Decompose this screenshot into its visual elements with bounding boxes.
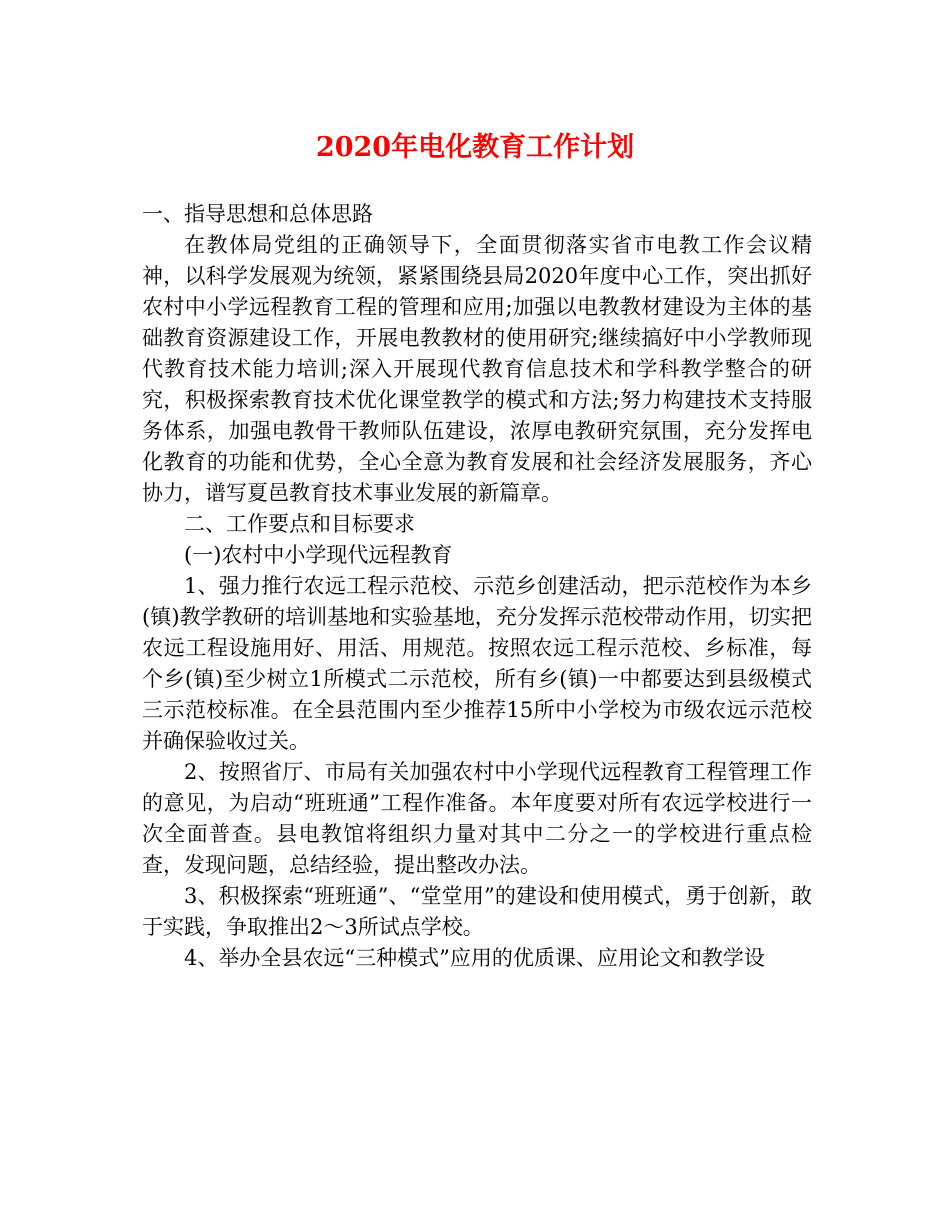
document-title: 2020年电化教育工作计划 — [315, 132, 635, 163]
subsection-heading-rural-remote-education: (一)农村中小学现代远程教育 — [184, 543, 453, 567]
section-heading-guiding-ideas: 一、指导思想和总体思路 — [142, 202, 373, 226]
paragraph-item-2: 2、按照省厅、市局有关加强农村中小学现代远程教育工程管理工作的意见，为启动“班班通”工程作准备。本年度要对所有农远学校进行一次全面普查。县电教馆将组织力量对其中二分之一的学校进行重点检查，发现问题，总结经验，提出整改办法。 — [142, 760, 812, 877]
document-body — [142, 199, 812, 974]
paragraph-item-3: 3、积极探索“班班通”、“堂堂用”的建设和使用模式，勇于创新，敢于实践，争取推出2～3所试点学校。 — [142, 884, 812, 939]
section-heading-work-points: 二、工作要点和目标要求 — [184, 512, 415, 536]
paragraph-item-4: 4、举办全县农远“三种模式”应用的优质课、应用论文和教学设 — [184, 946, 765, 970]
paragraph-guiding-ideas: 在教体局党组的正确领导下，全面贯彻落实省市电教工作会议精神，以科学发展观为统领，紧紧围绕县局2020年度中心工作，突出抓好农村中小学远程教育工程的管理和应用;加强以电教教材建设为主体的基础教育资源建设工作，开展电教教材的使用研究;继续搞好中小学教师现代教育技术能力培训;深入开展现代教育信息技术和学科教学整合的研究，积极探索教育技术优化课堂教学的模式和方法;努力构建技术支持服务体系，加强电教骨干教师队伍建设，浓厚电教研究氛围，充分发挥电化教育的功能和优势，全心全意为教育发展和社会经济发展服务，齐心协力，谱写夏邑教育技术事业发展的新篇章。 — [142, 233, 812, 505]
paragraph-item-1: 1、强力推行农远工程示范校、示范乡创建活动，把示范校作为本乡(镇)教学教研的培训基地和实验基地，充分发挥示范校带动作用，切实把农远工程设施用好、用活、用规范。按照农远工程示范校、乡标准，每个乡(镇)至少树立1所模式二示范校，所有乡(镇)一中都要达到县级模式三示范校标准。在全县范围内至少推荐15所中小学校为市级农远示范校并确保验收过关。 — [142, 574, 812, 753]
